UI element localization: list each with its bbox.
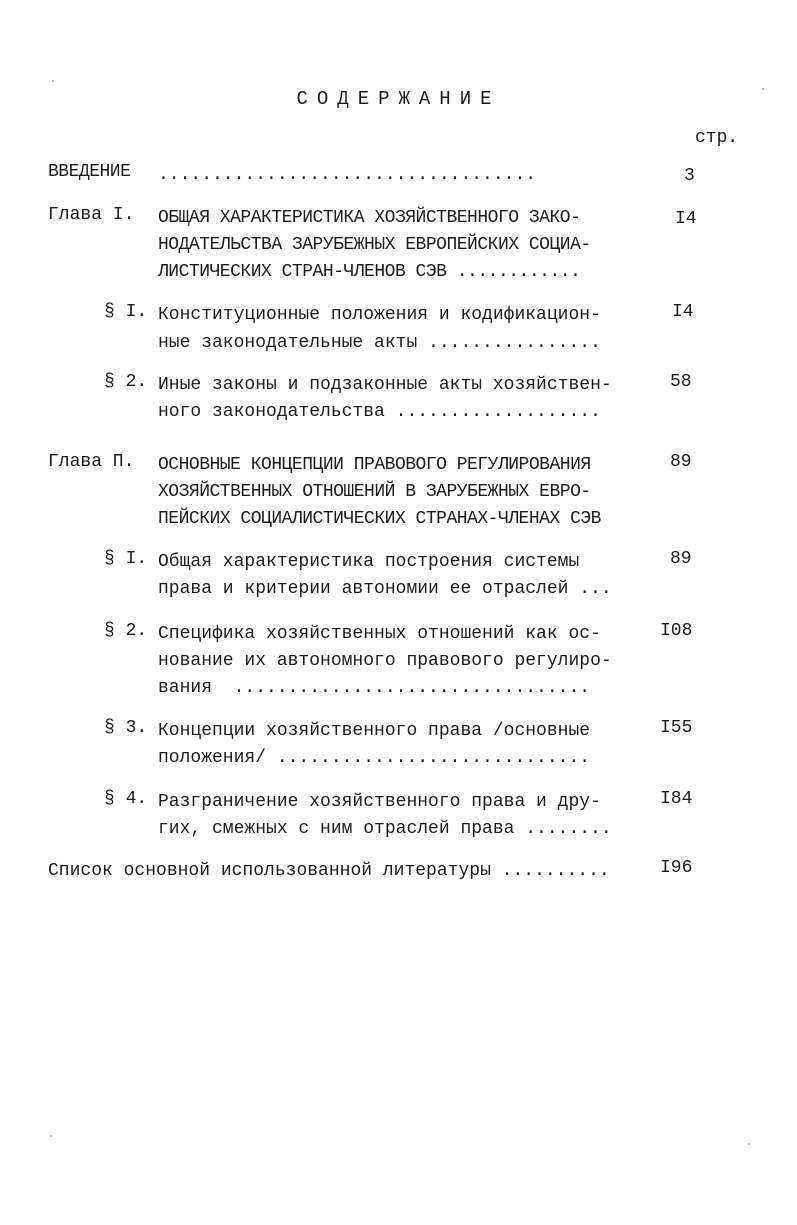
intro-page: 3	[684, 166, 695, 186]
chapter-2-page: 89	[670, 452, 692, 472]
chapter-2-title-line: ПЕЙСКИХ СОЦИАЛИСТИЧЕСКИХ СТРАНАХ-ЧЛЕНАХ СЭВ	[158, 509, 601, 529]
ch2-section-1-title-line: Общая характеристика построения системы	[158, 552, 580, 572]
ch1-section-1-title-line: Конституционные положения и кодификацион-	[158, 305, 601, 325]
ch2-section-4-title-line: Разграничение хозяйственного права и дру-	[158, 792, 601, 812]
chapter-1-title-line: НОДАТЕЛЬСТВА ЗАРУБЕЖНЫХ ЕВРОПЕЙСКИХ СОЦИА-	[158, 235, 591, 255]
ch2-section-2-title-line: Специфика хозяйственных отношений как ос-	[158, 624, 601, 644]
chapter-1-title-line: ОБЩАЯ ХАРАКТЕРИСТИКА ХОЗЯЙСТВЕННОГО ЗАКО-	[158, 208, 581, 228]
ch2-section-3-title-line: положения/ .............................	[158, 748, 591, 768]
ch1-section-2-page: 58	[670, 372, 692, 392]
ch2-section-2-label: § 2.	[104, 621, 148, 641]
ch1-section-2-title-line: ного законодательства ...................	[158, 402, 601, 422]
scan-speck	[52, 80, 54, 82]
ch2-section-4-title-line: гих, смежных с ним отраслей права ........	[158, 819, 612, 839]
ch2-section-2-page: I08	[660, 621, 693, 641]
page-title: СОДЕРЖАНИЕ	[296, 88, 501, 110]
bibliography-line: Список основной использованной литературы ..........	[48, 861, 610, 881]
ch2-section-3-title-line: Концепции хозяйственного права /основные	[158, 721, 591, 741]
intro-label: ВВЕДЕНИЕ	[48, 162, 131, 182]
ch1-section-1-page: I4	[672, 302, 694, 322]
chapter-1-page: I4	[675, 209, 697, 229]
chapter-2-label: Глава П.	[48, 452, 135, 472]
ch1-section-1-label: § I.	[104, 302, 148, 322]
ch2-section-4-label: § 4.	[104, 789, 148, 809]
ch1-section-1-title-line: ные законодательные акты ................	[158, 333, 601, 353]
ch2-section-1-page: 89	[670, 549, 692, 569]
ch2-section-4-page: I84	[660, 789, 693, 809]
ch1-section-2-label: § 2.	[104, 372, 148, 392]
ch2-section-1-label: § I.	[104, 549, 148, 569]
chapter-1-title-line: ЛИСТИЧЕСКИХ СТРАН-ЧЛЕНОВ СЭВ ............	[158, 262, 581, 282]
ch2-section-2-title-line: нование их автономного правового регулиро-	[158, 651, 612, 671]
chapter-1-label: Глава I.	[48, 205, 135, 225]
chapter-2-title-line: ХОЗЯЙСТВЕННЫХ ОТНОШЕНИЙ В ЗАРУБЕЖНЫХ ЕВРО-	[158, 482, 591, 502]
ch2-section-3-page: I55	[660, 718, 693, 738]
chapter-2-title-line: ОСНОВНЫЕ КОНЦЕПЦИИ ПРАВОВОГО РЕГУЛИРОВАНИЯ	[158, 455, 591, 475]
intro-dots: ...................................	[158, 165, 537, 185]
ch1-section-2-title-line: Иные законы и подзаконные акты хозяйствен-	[158, 375, 612, 395]
scan-speck	[762, 88, 764, 90]
scan-speck	[748, 1143, 750, 1145]
bibliography-page: I96	[660, 858, 693, 878]
ch2-section-3-label: § 3.	[104, 718, 148, 738]
ch2-section-2-title-line: вания .................................	[158, 678, 591, 698]
page-column-header: стр.	[695, 128, 739, 148]
scan-speck	[50, 1135, 52, 1137]
ch2-section-1-title-line: права и критерии автономии ее отраслей ...	[158, 579, 612, 599]
